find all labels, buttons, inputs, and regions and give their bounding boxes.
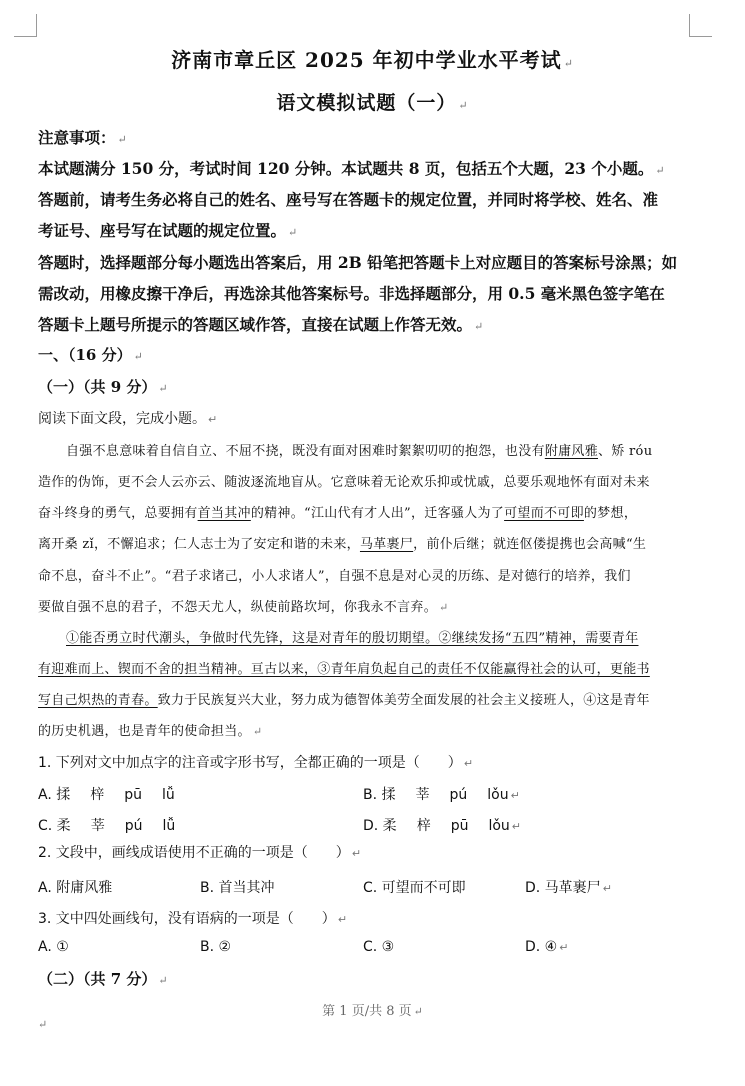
q1-option-b[interactable]: B. 揉 莘 pú lǒu ↵	[363, 787, 520, 803]
q1-option-d[interactable]: D. 柔 梓 pū lǒu ↵	[363, 818, 521, 834]
crop-mark-top-left	[14, 14, 37, 37]
q1-option-a[interactable]: A. 揉 梓 pū lǚ	[38, 787, 175, 803]
q1-option-c[interactable]: C. 柔 莘 pú lǚ	[38, 818, 176, 834]
reading-instruction: 阅读下面文段，完成小题。 ↵	[38, 411, 218, 427]
passage-p2-line-3: 写自己炽热的青春。致力于民族复兴大业，努力成为德智体美劳全面发展的社会主义接班人，④这是青年	[38, 693, 650, 708]
passage-p1-line-6: 要做自强不息的君子，不怨天尤人，纵使前路坎坷，你我永不言弃。 ↵	[38, 600, 449, 615]
passage-p1-line-1: 自强不息意味着自信自立、不屈不挠，既没有面对困难时絮絮叨叨的抱怨，也没有附庸风雅、矫 róu	[66, 444, 653, 459]
q2-option-b[interactable]: B. 首当其冲	[200, 880, 275, 896]
page-subtitle: 语文模拟试题（一） ↵	[276, 92, 469, 114]
q3-option-d[interactable]: D. ④ ↵	[525, 939, 569, 955]
question-1: 1. 下列对文中加点字的注音或字形书写，全都正确的一项是（ ） ↵	[38, 755, 474, 771]
underlined-idiom-b: 首当其冲	[197, 506, 251, 521]
notes-line-3: 考证号、座号写在试题的规定位置。 ↵	[38, 221, 298, 240]
q3-option-c[interactable]: C. ③	[363, 939, 395, 955]
underlined-idiom-d: 马革裹尸	[359, 537, 414, 552]
notes-line-4: 答题时，选择题部分每小题选出答案后，用 2B 铅笔把答题卡上对应题目的答案标号涂黑；如	[38, 253, 678, 272]
underlined-idiom-a: 附庸风雅	[544, 444, 599, 459]
part-1-heading: （一）（共 9 分） ↵	[38, 378, 168, 396]
section-1-heading: 一、（16 分） ↵	[38, 346, 143, 364]
passage-p1-line-2: 造作的伪饰，更不会人云亦云、随波逐流地盲从。它意味着无论欢乐抑或忧戚，总要乐观地怀有面对未来	[38, 475, 650, 490]
passage-p1-line-3: 奋斗终身的勇气，总要拥有首当其冲的精神。“江山代有才人出”，迁客骚人为了可望而不可即的梦想，	[38, 506, 638, 521]
page-title: 济南市章丘区 2025 年初中学业水平考试 ↵	[171, 48, 574, 72]
notes-line-6: 答题卡上题号所提示的答题区域作答，直接在试题上作答无效。 ↵	[38, 315, 484, 334]
paragraph-mark: ↵	[38, 1018, 48, 1031]
page-footer: 第 1 页/共 8 页 ↵	[322, 1004, 423, 1019]
q2-option-a[interactable]: A. 附庸风雅	[38, 880, 113, 896]
passage-p1-line-4: 离开桑 zǐ，不懈追求；仁人志士为了安定和谐的未来，马革裹尸，前仆后继；就连伛偻提携也会高喊“生	[38, 537, 647, 552]
passage-p2-line-1: ①能否勇立时代潮头，争做时代先锋，这是对青年的殷切期望。②继续发扬“五四”精神，需要青年	[66, 631, 639, 646]
passage-p2-line-2: 有迎难而上、锲而不舍的担当精神。亘古以来，③青年肩负起自己的责任不仅能赢得社会的认可，更能书	[38, 662, 650, 677]
notes-heading: 注意事项： ↵	[38, 128, 127, 147]
notes-line-5: 需改动，用橡皮擦干净后，再选涂其他答案标号。非选择题部分，用 0.5 毫米黑色签字笔在	[38, 284, 665, 303]
underlined-idiom-c: 可望而不可即	[504, 506, 584, 521]
q2-option-c[interactable]: C. 可望而不可即	[363, 880, 466, 896]
crop-mark-top-right	[689, 14, 712, 37]
passage-p1-line-5: 命不息，奋斗不止”。“君子求诸己，小人求诸人”，自强不息是对心灵的历练、是对德行的培养，我们	[38, 569, 631, 584]
q3-option-b[interactable]: B. ②	[200, 939, 232, 955]
notes-line-1: 本试题满分 150 分，考试时间 120 分钟。本试题共 8 页，包括五个大题，23 个小题。 ↵	[38, 159, 665, 178]
part-2-heading: （二）（共 7 分） ↵	[38, 970, 168, 988]
question-2: 2. 文段中，画线成语使用不正确的一项是（ ） ↵	[38, 845, 362, 861]
notes-line-2: 答题前，请考生务必将自己的姓名、座号写在答题卡的规定位置，并同时将学校、姓名、准	[38, 190, 659, 209]
q3-option-a[interactable]: A. ①	[38, 939, 69, 955]
passage-p2-line-4: 的历史机遇，也是青年的使命担当。 ↵	[38, 724, 263, 739]
question-3: 3. 文中四处画线句，没有语病的一项是（ ） ↵	[38, 911, 348, 927]
q2-option-d[interactable]: D. 马革裹尸 ↵	[525, 880, 612, 896]
